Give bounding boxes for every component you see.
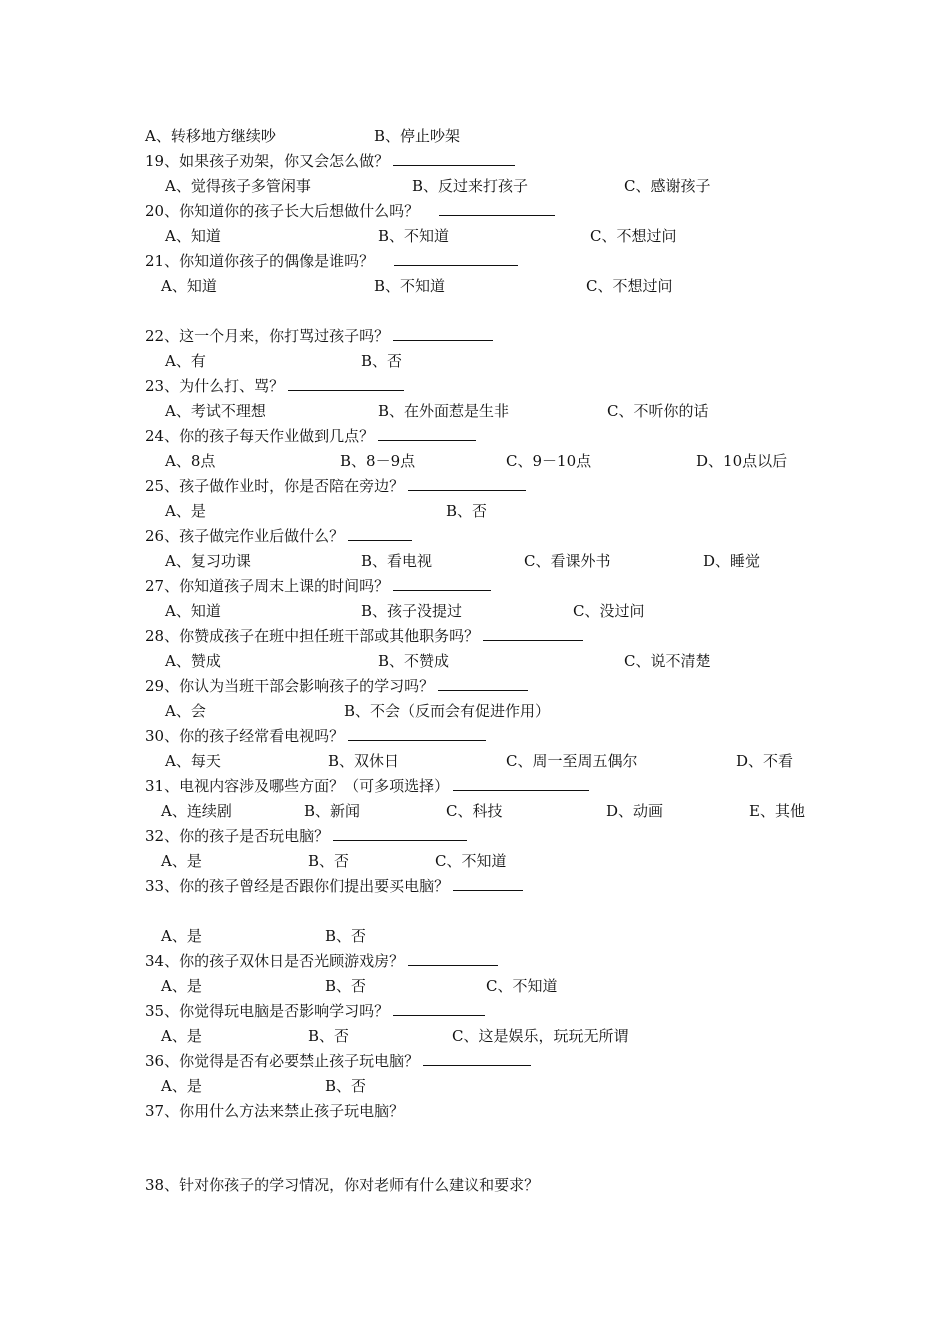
option: A、连续剧 — [161, 802, 232, 820]
option: C、不想过问 — [590, 227, 677, 245]
question-36: 36、你觉得是否有必要禁止孩子玩电脑？ — [145, 1051, 531, 1071]
option: A、是 — [165, 502, 206, 520]
question-26: 26、孩子做完作业后做什么？ — [145, 526, 412, 546]
question-28: 28、你赞成孩子在班中担任班干部或其他职务吗？ — [145, 626, 583, 646]
question-35: 35、你觉得玩电脑是否影响学习吗？ — [145, 1001, 485, 1021]
option: B、否 — [325, 1077, 367, 1095]
answer-blank[interactable] — [453, 776, 589, 791]
option: C、说不清楚 — [624, 652, 711, 670]
question-22: 22、这一个月来，你打骂过孩子吗？ — [145, 326, 493, 346]
question-29: 29、你认为当班干部会影响孩子的学习吗？ — [145, 676, 528, 696]
question-34: 34、你的孩子双休日是否光顾游戏房？ — [145, 951, 498, 971]
question-25: 25、孩子做作业时，你是否陪在旁边？ — [145, 476, 526, 496]
option: A、知道 — [161, 277, 217, 295]
answer-blank[interactable] — [423, 1051, 531, 1066]
option: C、不想过问 — [586, 277, 673, 295]
question-23: 23、为什么打、骂？ — [145, 376, 404, 396]
option: D、不看 — [736, 752, 794, 770]
option: A、考试不理想 — [165, 402, 266, 420]
option: A、知道 — [165, 227, 221, 245]
option: B、否 — [361, 352, 403, 370]
option: A、觉得孩子多管闲事 — [165, 177, 311, 195]
option: B、不知道 — [378, 227, 450, 245]
answer-blank[interactable] — [453, 876, 523, 891]
option: A、赞成 — [165, 652, 221, 670]
option: B、否 — [308, 852, 350, 870]
answer-blank[interactable] — [394, 251, 518, 266]
answer-blank[interactable] — [393, 576, 491, 591]
option: A、是 — [161, 1077, 202, 1095]
question-33: 33、你的孩子曾经是否跟你们提出要买电脑？ — [145, 876, 523, 896]
option: B、不会（反而会有促进作用） — [344, 702, 551, 720]
answer-blank[interactable] — [408, 951, 498, 966]
question-30: 30、你的孩子经常看电视吗？ — [145, 726, 486, 746]
option: A、是 — [161, 852, 202, 870]
answer-blank[interactable] — [288, 376, 404, 391]
option: A、复习功课 — [165, 552, 251, 570]
option: B、孩子没提过 — [361, 602, 463, 620]
answer-blank[interactable] — [393, 151, 515, 166]
option: B、8－9点 — [340, 452, 416, 470]
question-24: 24、你的孩子每天作业做到几点？ — [145, 426, 476, 446]
option: C、不知道 — [435, 852, 507, 870]
option: B、双休日 — [328, 752, 400, 770]
option: C、9－10点 — [506, 452, 592, 470]
answer-blank[interactable] — [348, 726, 486, 741]
option: B、否 — [308, 1027, 350, 1045]
option: B、新闻 — [304, 802, 361, 820]
option: A、8点 — [165, 452, 216, 470]
option: D、10点以后 — [696, 452, 788, 470]
option: A、有 — [165, 352, 206, 370]
question-32: 32、你的孩子是否玩电脑？ — [145, 826, 467, 846]
option: C、感谢孩子 — [624, 177, 711, 195]
answer-blank[interactable] — [438, 676, 528, 691]
option: D、动画 — [606, 802, 664, 820]
question-31: 31、电视内容涉及哪些方面？（可多项选择） — [145, 776, 589, 796]
option: C、没过问 — [573, 602, 645, 620]
option: E、其他 — [749, 802, 805, 820]
option: A、是 — [161, 977, 202, 995]
option: A、是 — [161, 927, 202, 945]
option: B、不知道 — [374, 277, 446, 295]
option: B、看电视 — [361, 552, 433, 570]
answer-blank[interactable] — [439, 201, 555, 216]
option: A、转移地方继续吵 — [145, 127, 276, 145]
option: A、每天 — [165, 752, 221, 770]
option: B、否 — [446, 502, 488, 520]
answer-blank[interactable] — [393, 326, 493, 341]
option: B、否 — [325, 977, 367, 995]
answer-blank[interactable] — [408, 476, 526, 491]
option: C、不知道 — [486, 977, 558, 995]
answer-blank[interactable] — [393, 1001, 485, 1016]
option: C、看课外书 — [524, 552, 611, 570]
option: B、停止吵架 — [374, 127, 461, 145]
option: D、睡觉 — [703, 552, 761, 570]
option: C、周一至周五偶尔 — [506, 752, 638, 770]
question-21: 21、你知道你孩子的偶像是谁吗？ — [145, 251, 518, 271]
question-27: 27、你知道孩子周末上课的时间吗？ — [145, 576, 491, 596]
option: B、不赞成 — [378, 652, 450, 670]
answer-blank[interactable] — [483, 626, 583, 641]
option: B、反过来打孩子 — [412, 177, 529, 195]
question-37: 37、你用什么方法来禁止孩子玩电脑？ — [145, 1102, 405, 1120]
question-19: 19、如果孩子劝架，你又会怎么做？ — [145, 151, 515, 171]
option: A、知道 — [165, 602, 221, 620]
option: B、在外面惹是生非 — [378, 402, 510, 420]
option: A、是 — [161, 1027, 202, 1045]
option: C、不听你的话 — [607, 402, 709, 420]
option: C、这是娱乐，玩玩无所谓 — [452, 1027, 629, 1045]
option: A、会 — [165, 702, 206, 720]
answer-blank[interactable] — [348, 526, 412, 541]
answer-blank[interactable] — [333, 826, 467, 841]
answer-blank[interactable] — [378, 426, 476, 441]
option: C、科技 — [446, 802, 503, 820]
option: B、否 — [325, 927, 367, 945]
question-38: 38、针对你孩子的学习情况，你对老师有什么建议和要求？ — [145, 1176, 540, 1194]
question-20: 20、你知道你的孩子长大后想做什么吗？ — [145, 201, 555, 221]
